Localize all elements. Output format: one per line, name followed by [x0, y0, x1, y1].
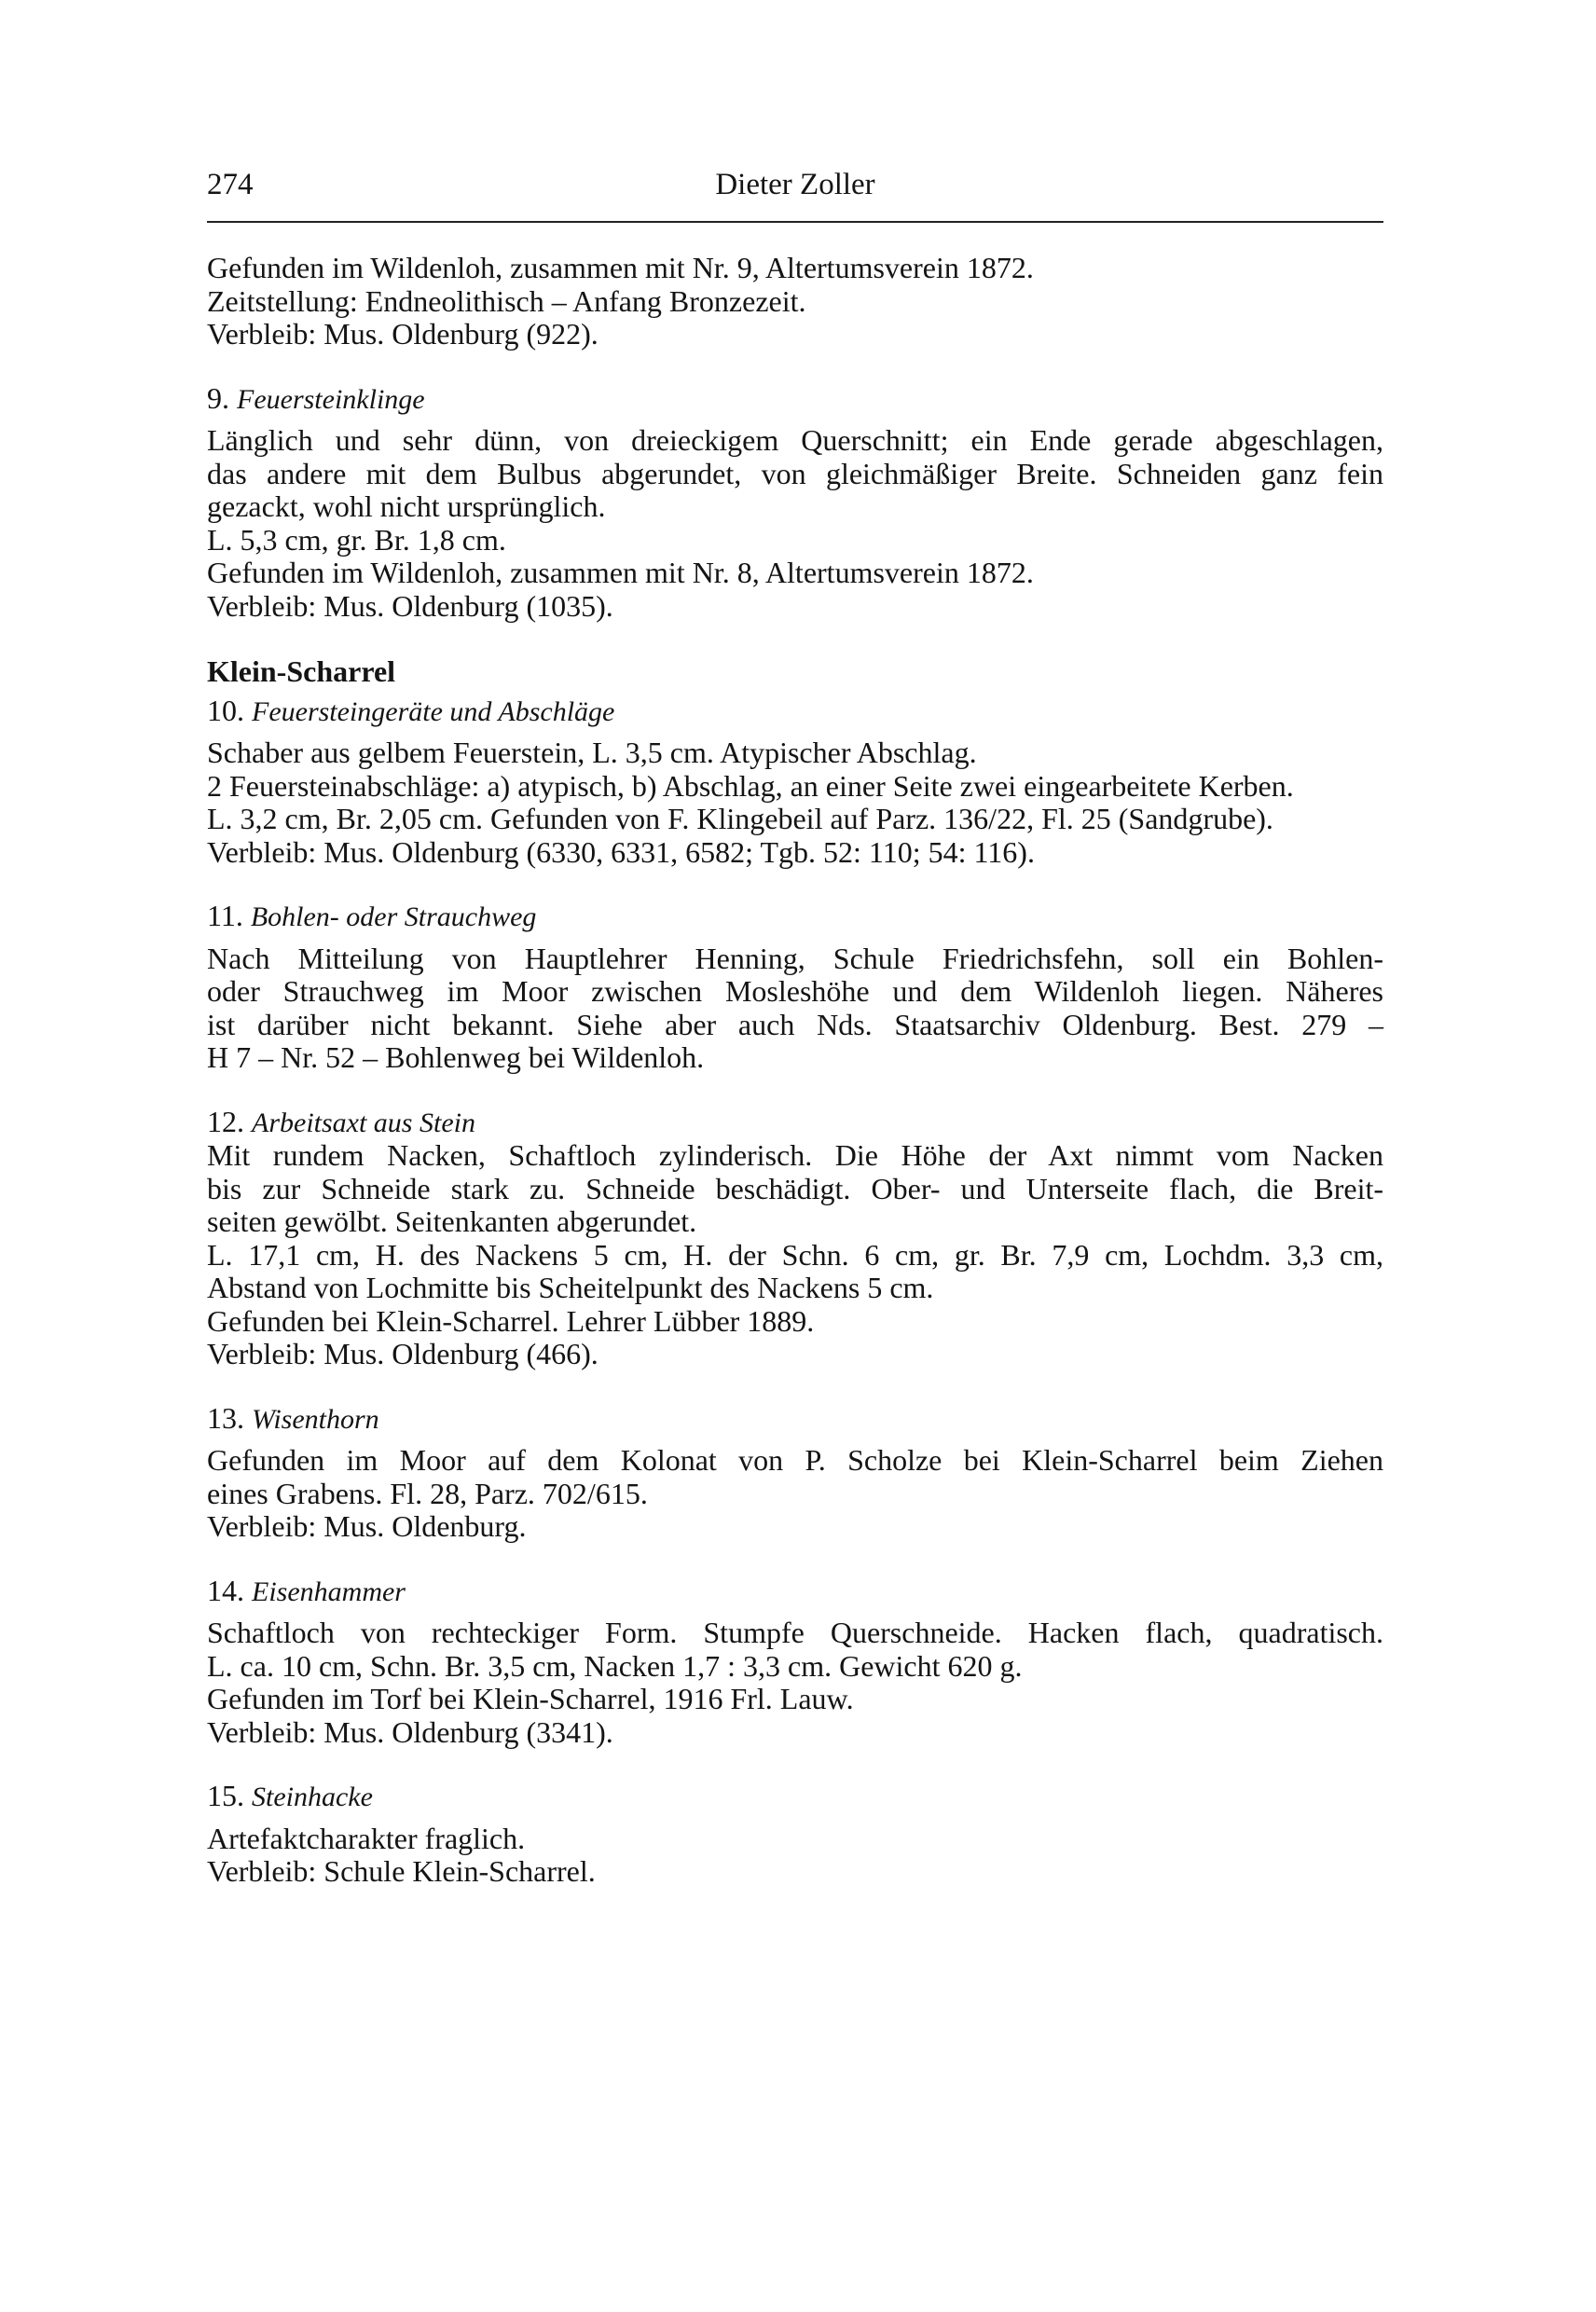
entry-number: 13. — [207, 1400, 244, 1435]
text-line: Verbleib: Mus. Oldenburg (1035). — [207, 588, 613, 623]
text-line: Nach Mitteilung von Hauptlehrer Henning, Schule Friedrichsfehn, soll ein Bohlen- — [207, 941, 1383, 975]
text-line: das andere mit dem Bulbus abgerundet, von gleichmäßiger Breite. Schneiden ganz fein — [207, 456, 1383, 490]
entry-number: 9. — [207, 380, 229, 415]
text-line: Gefunden im Torf bei Klein-Scharrel, 1916 Frl. Lauw. — [207, 1682, 854, 1715]
text-line: L. 3,2 cm, Br. 2,05 cm. Gefunden von F. Klingebeil auf Parz. 136/22, Fl. 25 (Sandgrube). — [207, 802, 1273, 835]
page-number: 274 — [207, 168, 254, 201]
text-line: H 7 – Nr. 52 – Bohlenweg bei Wildenloh. — [207, 1040, 705, 1074]
entry-number: 14. — [207, 1573, 244, 1607]
text-line: Gefunden bei Klein-Scharrel. Lehrer Lübber 1889. — [207, 1303, 815, 1338]
header-rule — [207, 221, 1383, 223]
text-line: gezackt, wohl nicht ursprünglich. — [207, 489, 606, 523]
entry-title: Eisenhammer — [252, 1576, 406, 1607]
text-line: oder Strauchweg im Moor zwischen Mosleshöhe und dem Wildenloh liegen. Näheres — [207, 974, 1383, 1008]
text-line: Mit rundem Nacken, Schaftloch zylinderisch. Die Höhe der Axt nimmt vom Nacken — [207, 1138, 1383, 1172]
entry-13 — [207, 1402, 1383, 1544]
intro-paragraph — [207, 252, 1383, 351]
entry-heading — [207, 900, 1383, 934]
text-line: Länglich und sehr dünn, von dreieckigem Querschnitt; ein Ende gerade abgeschlagen, — [207, 423, 1383, 457]
entry-title: Steinhacke — [252, 1782, 373, 1812]
text-line: bis zur Schneide stark zu. Schneide beschädigt. Ober- und Unterseite flach, die Breit- — [207, 1171, 1383, 1205]
text-line: Verbleib: Mus. Oldenburg (922). — [207, 317, 598, 351]
entry-12 — [207, 1106, 1383, 1371]
text-line: seiten gewölbt. Seitenkanten abgerundet. — [207, 1204, 697, 1238]
entry-title: Feuersteingeräte und Abschläge — [252, 695, 615, 727]
entry-9 — [207, 382, 1383, 624]
text-line: Gefunden im Wildenloh, zusammen mit Nr. 8, Altertumsverein 1872. — [207, 556, 1034, 589]
page-body — [207, 252, 1383, 1889]
text-line: Verbleib: Mus. Oldenburg. — [207, 1509, 527, 1543]
text-line: ist darüber nicht bekannt. Siehe aber auch Nds. Staatsarchiv Oldenburg. Best. 279 – — [207, 1007, 1383, 1041]
entry-10 — [207, 695, 1383, 870]
text-line: 2 Feuersteinabschläge: a) atypisch, b) Abschlag, an einer Seite zwei eingearbeitete Kerben. — [207, 768, 1294, 803]
entry-number: 10. — [207, 693, 244, 727]
entry-heading — [207, 695, 1383, 729]
entry-11 — [207, 900, 1383, 1075]
text-line: eines Grabens. Fl. 28, Parz. 702/615. — [207, 1476, 648, 1510]
text-line: L. ca. 10 cm, Schn. Br. 3,5 cm, Nacken 1,7 : 3,3 cm. Gewicht 620 g. — [207, 1648, 1023, 1683]
entry-heading — [207, 1575, 1383, 1609]
text-line: Zeitstellung: Endneolithisch – Anfang Bronzezeit. — [207, 283, 806, 318]
text-line: Verbleib: Mus. Oldenburg (6330, 6331, 6582; Tgb. 52: 110; 54: 116). — [207, 834, 1035, 869]
section-heading: Klein-Scharrel — [207, 654, 396, 688]
entry-title: Wisenthorn — [252, 1403, 379, 1435]
entry-heading — [207, 1780, 1383, 1814]
text-line: Gefunden im Moor auf dem Kolonat von P. Scholze bei Klein-Scharrel beim Ziehen — [207, 1443, 1383, 1477]
entry-number: 12. — [207, 1104, 244, 1138]
entry-14 — [207, 1575, 1383, 1750]
entry-title: Arbeitsaxt aus Stein — [252, 1107, 475, 1138]
running-title-author: Dieter Zoller — [715, 168, 875, 201]
text-line: Gefunden im Wildenloh, zusammen mit Nr. 9, Altertumsverein 1872. — [207, 251, 1034, 284]
entry-title: Feuersteinklinge — [237, 383, 425, 415]
entry-heading — [207, 1402, 1383, 1437]
text-line: L. 5,3 cm, gr. Br. 1,8 cm. — [207, 522, 506, 557]
text-line: Schaftloch von rechteckiger Form. Stumpfe Querschneide. Hacken flach, quadratisch. — [207, 1616, 1383, 1649]
entry-15 — [207, 1780, 1383, 1889]
text-line: Verbleib: Mus. Oldenburg (466). — [207, 1337, 598, 1370]
text-line: Verbleib: Mus. Oldenburg (3341). — [207, 1714, 613, 1749]
text-line: Schaber aus gelbem Feuerstein, L. 3,5 cm. Atypischer Abschlag. — [207, 736, 977, 769]
text-line: Artefaktcharakter fraglich. — [207, 1821, 526, 1855]
entry-heading — [207, 382, 1383, 417]
text-line: L. 17,1 cm, H. des Nackens 5 cm, H. der Schn. 6 cm, gr. Br. 7,9 cm, Lochdm. 3,3 cm, — [207, 1237, 1383, 1272]
entry-number: 11. — [207, 899, 243, 932]
text-line: Verbleib: Schule Klein-Scharrel. — [207, 1854, 596, 1888]
entry-heading — [207, 1106, 1383, 1140]
entry-title: Bohlen- oder Strauchweg — [250, 901, 537, 932]
entry-number: 15. — [207, 1779, 244, 1812]
text-line: Abstand von Lochmitte bis Scheitelpunkt des Nackens 5 cm. — [207, 1271, 934, 1304]
page-header — [207, 166, 1383, 213]
